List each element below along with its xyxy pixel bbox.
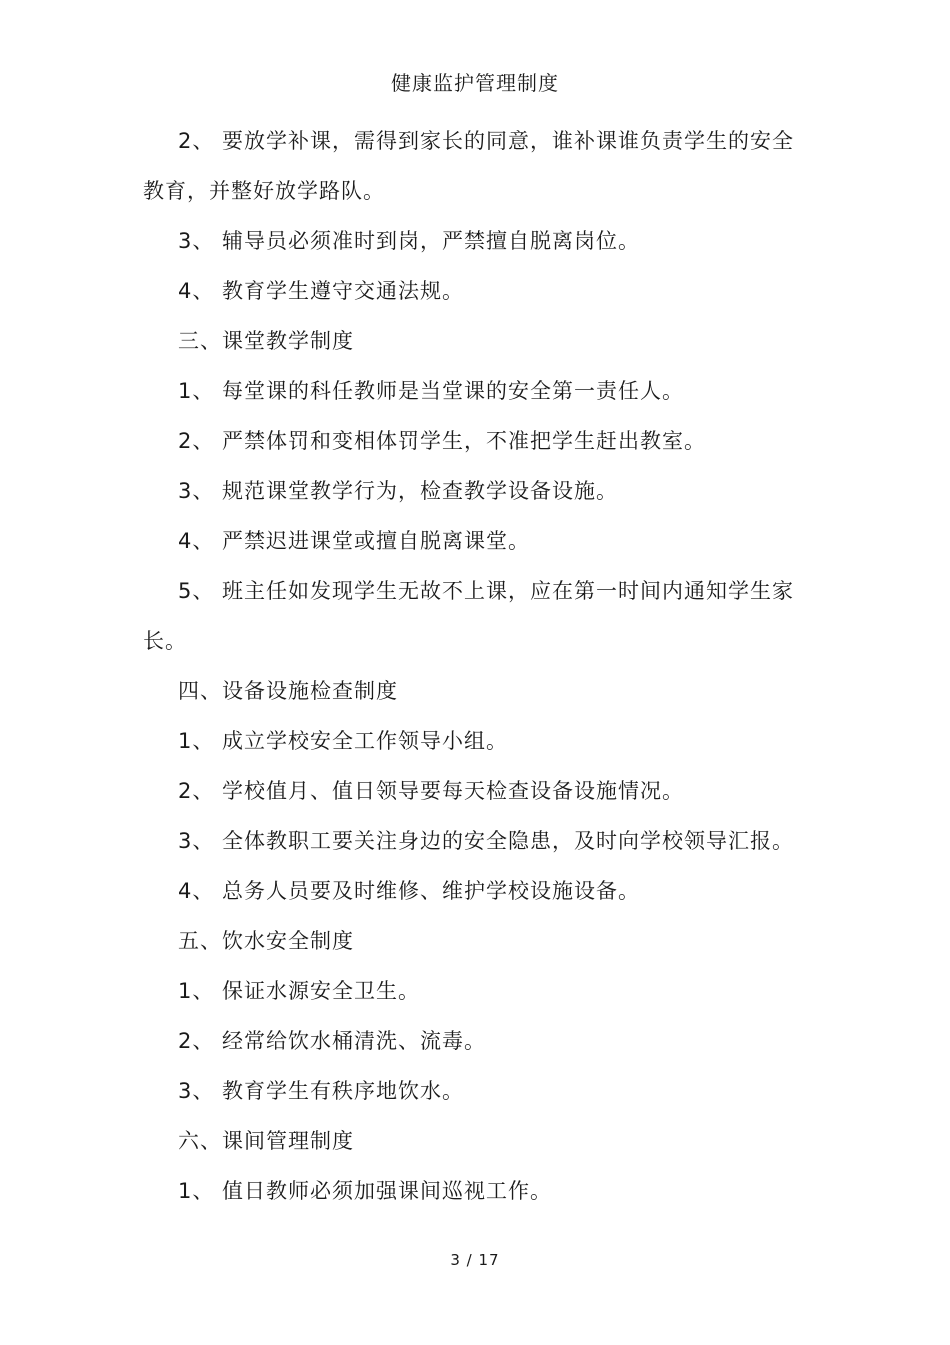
line-text: 值日教师必须加强课间巡视工作。: [222, 1179, 552, 1203]
line-text: 严禁迟进课堂或擅自脱离课堂。: [222, 529, 530, 553]
item-number: 4、: [178, 879, 215, 903]
line-text: 规范课堂教学行为，检查教学设备设施。: [222, 479, 618, 503]
item-number: 2、: [178, 1029, 215, 1053]
numbered-paragraph-line: [178, 816, 794, 866]
line-text: 长。: [143, 629, 187, 653]
numbered-paragraph-line: [178, 1166, 552, 1216]
numbered-paragraph-line: [178, 1016, 486, 1066]
item-number: 1、: [178, 979, 215, 1003]
item-number: 3、: [178, 229, 215, 253]
item-number: 2、: [178, 129, 215, 153]
numbered-paragraph-line: [178, 216, 640, 266]
continuation-line: [143, 166, 385, 216]
line-text: 学校值月、值日领导要每天检查设备设施情况。: [222, 779, 684, 803]
section-heading: [178, 666, 398, 716]
line-text: 总务人员要及时维修、维护学校设施设备。: [222, 879, 640, 903]
item-number: 1、: [178, 1179, 215, 1203]
item-number: 4、: [178, 529, 215, 553]
line-text: 辅导员必须准时到岗，严禁擅自脱离岗位。: [222, 229, 640, 253]
page-header-title: 健康监护管理制度: [391, 71, 559, 95]
continuation-line: [143, 616, 187, 666]
line-text: 全体教职工要关注身边的安全隐患，及时向学校领导汇报。: [222, 829, 794, 853]
numbered-paragraph-line: [178, 416, 706, 466]
line-text: 教育，并整好放学路队。: [143, 179, 385, 203]
line-text: 教育学生有秩序地饮水。: [222, 1079, 464, 1103]
line-text: 保证水源安全卫生。: [222, 979, 420, 1003]
item-number: 1、: [178, 729, 215, 753]
line-text: 教育学生遵守交通法规。: [222, 279, 464, 303]
section-heading: [178, 916, 354, 966]
line-text: 班主任如发现学生无故不上课，应在第一时间内通知学生家: [222, 579, 794, 603]
item-number: 2、: [178, 779, 215, 803]
item-number: 3、: [178, 829, 215, 853]
item-number: 3、: [178, 479, 215, 503]
line-text: 严禁体罚和变相体罚学生，不准把学生赶出教室。: [222, 429, 706, 453]
line-text: 每堂课的科任教师是当堂课的安全第一责任人。: [222, 379, 684, 403]
numbered-paragraph-line: [178, 716, 508, 766]
section-heading: [178, 316, 354, 366]
numbered-paragraph-line: [178, 566, 794, 616]
line-text: 五、饮水安全制度: [178, 929, 354, 953]
numbered-paragraph-line: [178, 116, 794, 166]
numbered-paragraph-line: [178, 766, 684, 816]
numbered-paragraph-line: [178, 1066, 464, 1116]
item-number: 1、: [178, 379, 215, 403]
numbered-paragraph-line: [178, 516, 530, 566]
section-heading: [178, 1116, 354, 1166]
numbered-paragraph-line: [178, 866, 640, 916]
line-text: 要放学补课，需得到家长的同意，谁补课谁负责学生的安全: [222, 129, 794, 153]
numbered-paragraph-line: [178, 266, 464, 316]
numbered-paragraph-line: [178, 366, 684, 416]
line-text: 三、课堂教学制度: [178, 329, 354, 353]
line-text: 成立学校安全工作领导小组。: [222, 729, 508, 753]
line-text: 四、设备设施检查制度: [178, 679, 398, 703]
numbered-paragraph-line: [178, 466, 618, 516]
item-number: 5、: [178, 579, 215, 603]
item-number: 4、: [178, 279, 215, 303]
numbered-paragraph-line: [178, 966, 420, 1016]
item-number: 2、: [178, 429, 215, 453]
line-text: 经常给饮水桶清洗、流毒。: [222, 1029, 486, 1053]
item-number: 3、: [178, 1079, 215, 1103]
line-text: 六、课间管理制度: [178, 1129, 354, 1153]
page-number: 3 / 17: [450, 1251, 500, 1269]
